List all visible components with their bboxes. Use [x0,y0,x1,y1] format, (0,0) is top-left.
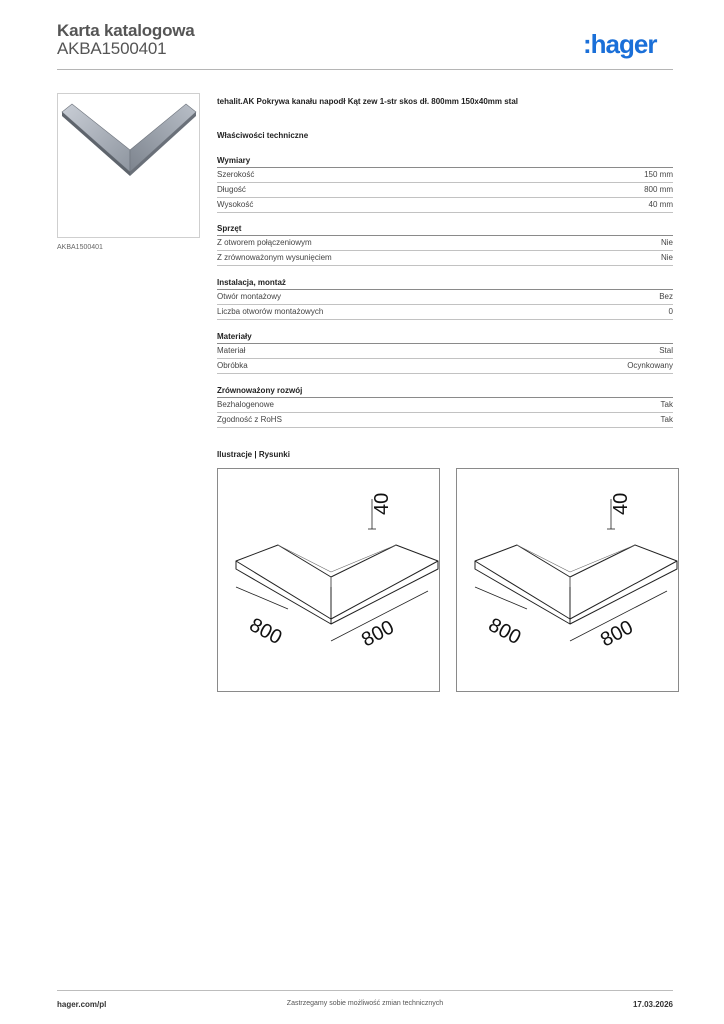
website-link[interactable]: hager.com/pl [57,1000,107,1009]
row-label: Zgodność z RoHS [217,415,282,424]
row-label: Otwór montażowy [217,292,282,301]
group-title: Materiały [217,330,673,344]
table-row [217,305,673,320]
table-row [217,251,673,266]
dim-length-left-label: 800 [484,613,525,650]
row-value: 0 [668,307,673,316]
photo-caption: AKBA1500401 [57,244,103,251]
dim-height-label: 40 [610,492,632,515]
group-installation [217,276,673,320]
table-row [217,168,673,183]
page-header [57,21,673,70]
table-row [217,198,673,213]
document-title: Karta katalogowa [57,21,195,40]
row-value: Tak [660,415,673,424]
logo-text: :hager [583,29,657,59]
technical-drawing-2 [456,468,679,692]
group-materials [217,330,673,374]
product-code: AKBA1500401 [57,39,167,58]
illustrations-heading: Ilustracje | Rysunki [217,450,290,459]
row-label: Z otworem połączeniowym [217,238,312,247]
row-value: Stal [659,346,673,355]
dim-length-right-label: 800 [597,616,637,652]
corner-cover-drawing [457,469,678,691]
row-value: 800 mm [644,185,673,194]
corner-cover-image [58,94,199,237]
row-value: 150 mm [644,170,673,179]
row-label: Długość [217,185,246,194]
table-row [217,344,673,359]
row-label: Z zrównoważonym wysunięciem [217,253,332,262]
corner-cover-drawing [218,469,439,691]
dim-height-label: 40 [371,492,393,515]
group-sustainability [217,384,673,428]
group-title: Zrównoważony rozwój [217,384,673,398]
technical-properties-heading: Właściwości techniczne [217,131,309,140]
row-value: Bez [659,292,673,301]
table-row [217,359,673,374]
group-title: Sprzęt [217,222,673,236]
row-value: Nie [660,238,673,247]
technical-drawing-1 [217,468,440,692]
row-value: Tak [660,400,673,409]
product-photo [57,93,200,238]
table-row [217,236,673,251]
disclaimer: Zastrzegamy sobie możliwość zmian technicznych [286,1000,444,1007]
table-row [217,183,673,198]
product-description: tehalit.AK Pokrywa kanału napodł Kąt zew 1-str skos dł. 800mm 150x40mm stal [217,97,519,106]
row-label: Szerokość [217,170,255,179]
document-date: 17.03.2026 [632,1000,673,1009]
row-value: Nie [660,253,673,262]
row-label: Materiał [217,346,246,355]
row-label: Wysokość [217,200,254,209]
table-row [217,398,673,413]
row-label: Bezhalogenowe [217,400,274,409]
table-row [217,413,673,428]
group-equipment [217,222,673,266]
table-row [217,290,673,305]
row-label: Liczba otworów montażowych [217,307,324,316]
group-title: Wymiary [217,154,673,168]
dim-length-right-label: 800 [358,616,398,652]
dim-length-left-label: 800 [245,613,286,650]
hager-logo [583,27,673,61]
group-dimensions [217,154,673,213]
row-value: Ocynkowany [627,361,673,370]
page-footer [57,990,673,1012]
row-label: Obróbka [217,361,248,370]
group-title: Instalacja, montaż [217,276,673,290]
row-value: 40 mm [648,200,673,209]
